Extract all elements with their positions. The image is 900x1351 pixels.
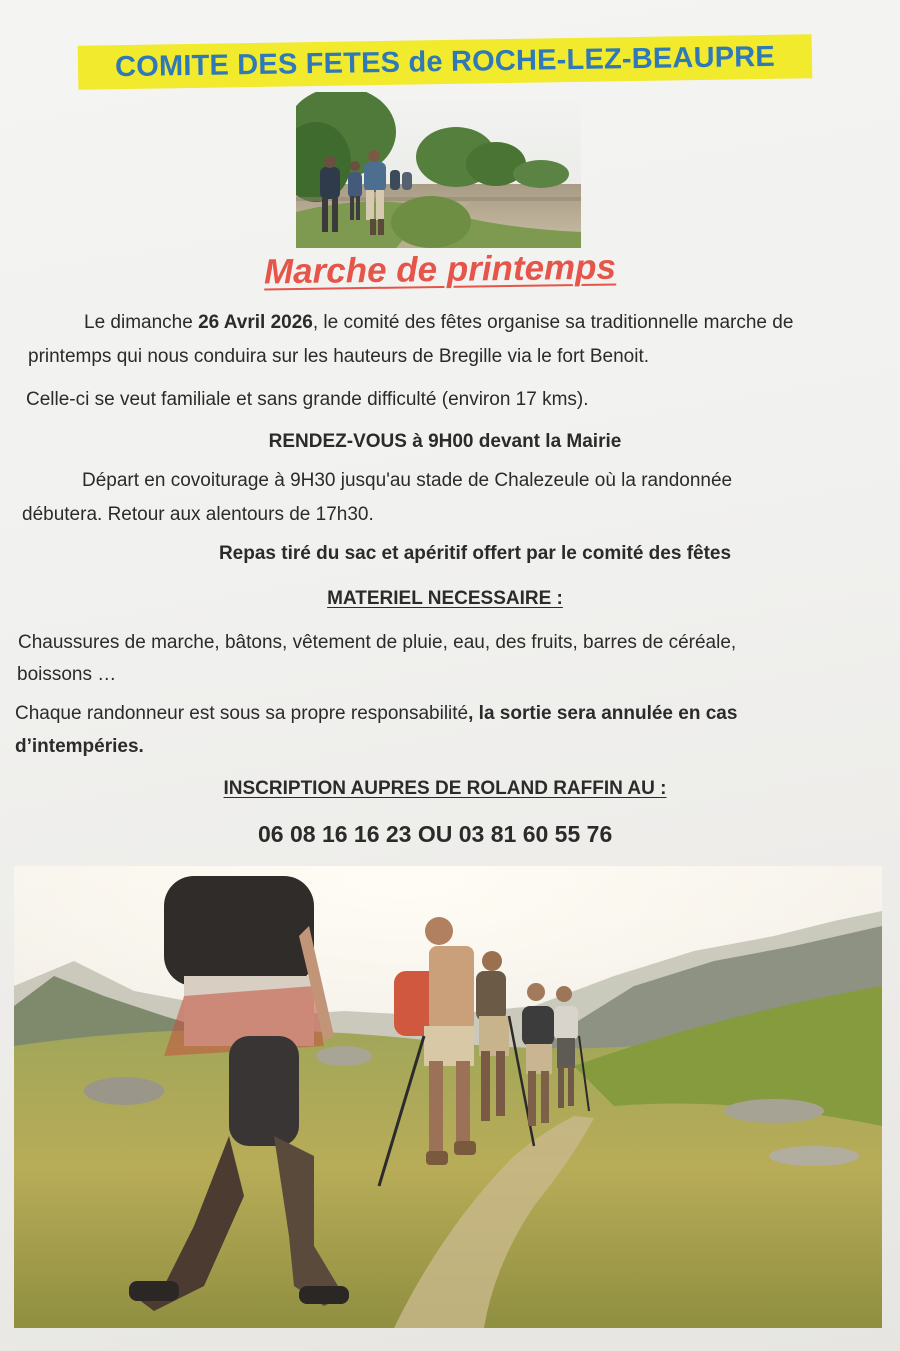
flyer-title: COMITE DES FETES de ROCHE-LEZ-BEAUPRE [114,40,776,84]
intro-prefix: Le dimanche [84,312,199,333]
event-date: 26 Avril 2026 [198,312,313,333]
departure-line-2: débutera. Retour aux alentours de 17h30. [22,504,374,525]
difficulty-text: Celle-ci se veut familiale et sans grande difficulté (environ 17 kms). [26,389,589,410]
notice-line-1 [15,703,737,725]
equipment-line-2: boissons … [17,664,117,685]
notice-cancel: , la sortie sera annulée en cas [468,703,738,724]
notice-text: Chaque randonneur est sous sa propre responsabilité [15,703,469,724]
phone-numbers: 06 08 16 16 23 OU 03 81 60 55 76 [258,821,613,847]
notice-line-2: d’intempéries. [15,736,144,757]
registration-heading: INSCRIPTION AUPRES DE ROLAND RAFFIN AU : [223,778,667,799]
event-title: Marche de printemps [263,247,617,292]
intro-line-1 [84,312,793,334]
meeting-info: RENDEZ-VOUS à 9H00 devant la Mairie [268,431,622,452]
departure-line-1: Départ en covoiturage à 9H30 jusqu'au stade de Chalezeule où la randonnée [82,470,733,491]
hikers-walking-path-photo [296,92,581,248]
intro-suffix: , le comité des fêtes organise sa traditionnelle marche de [312,312,794,333]
meal-info: Repas tiré du sac et apéritif offert par le comité des fêtes [218,543,732,564]
equipment-heading: MATERIEL NECESSAIRE : [327,588,563,609]
intro-line-2: printemps qui nous conduira sur les hauteurs de Bregille via le fort Benoit. [28,346,650,367]
equipment-line-1: Chaussures de marche, bâtons, vêtement de pluie, eau, des fruits, barres de céréale, [18,632,737,653]
hikers-mountain-trail-photo [14,866,882,1328]
